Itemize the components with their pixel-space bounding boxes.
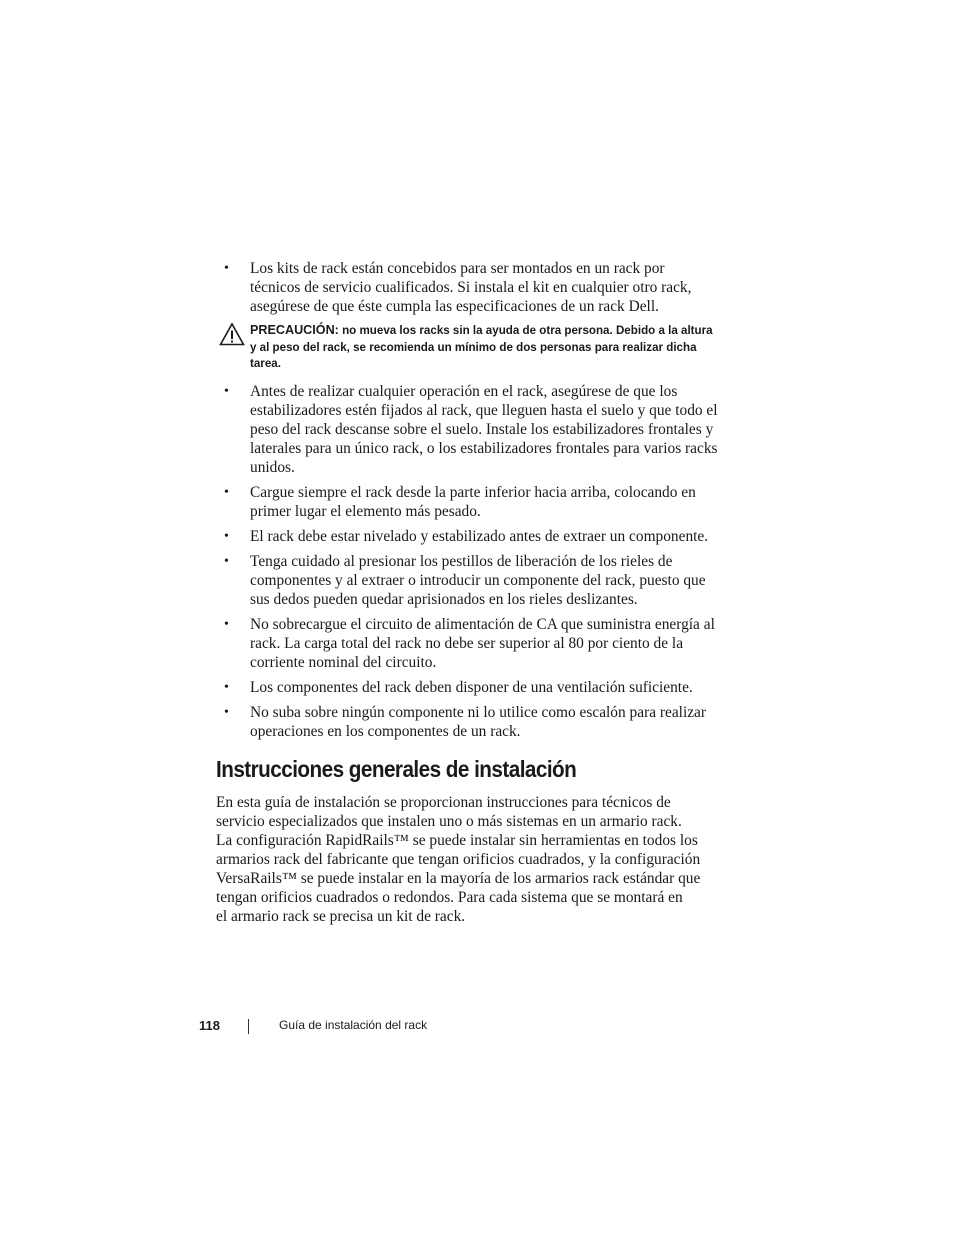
list-item: • Antes de realizar cualquier operación en el rack, asegúrese de que los estabilizadores estén fijados al rack, que lleguen hasta el suelo y que todo el peso del rack descanse sobre el suelo. Instale los estabilizadores frontales y laterales para un único rack, o los estabilizadores frontales para varios racks unidos. [218, 382, 718, 477]
list-item: • Cargue siempre el rack desde la parte inferior hacia arriba, colocando en primer lugar el elemento más pesado. [218, 483, 718, 521]
list-item: • El rack debe estar nivelado y estabilizado antes de extraer un componente. [218, 527, 718, 546]
paragraph-line: armarios rack del fabricante que tengan orificios cuadrados, y la configuración [216, 851, 701, 868]
list-item: • No suba sobre ningún componente ni lo utilice como escalón para realizar operaciones en los componentes de un rack. [218, 703, 718, 741]
safety-bullet-list [218, 382, 718, 747]
paragraph-line: La configuración RapidRails™ se puede instalar sin herramientas en todos los [216, 832, 698, 849]
list-item: • Los kits de rack están concebidos para ser montados en un rack por técnicos de servicio cualificados. Si instala el kit en cualquier otro rack, asegúrese de que éste cumpla las especificaciones de un rack Dell. [218, 259, 718, 316]
list-item: • No sobrecargue el circuito de alimentación de CA que suministra energía al rack. La carga total del rack no debe ser superior al 80 por ciento de la corriente nominal del circuito. [218, 615, 718, 672]
footer-divider [248, 1019, 249, 1034]
page-number: 118 [199, 1018, 220, 1033]
caution-notice [218, 322, 718, 373]
caution-text [250, 322, 718, 373]
list-item: • Los componentes del rack deben disponer de una ventilación suficiente. [218, 678, 718, 697]
paragraph-line: En esta guía de instalación se proporcionan instrucciones para técnicos de [216, 794, 671, 811]
paragraph-line: servicio especializados que instalen uno o más sistemas en un armario rack. [216, 813, 682, 830]
paragraph-line: VersaRails™ se puede instalar en la mayoría de los armarios rack estándar que [216, 870, 701, 887]
footer-doc-title: Guía de instalación del rack [279, 1018, 428, 1032]
safety-bullet-list-top [218, 259, 718, 316]
list-item: • Tenga cuidado al presionar los pestillos de liberación de los rieles de componentes y al extraer o introducir un componente del rack, puesto que sus dedos pueden quedar aprisionados en los rieles deslizantes. [218, 552, 718, 609]
section-paragraph [216, 793, 716, 926]
section-heading: Instrucciones generales de instalación [216, 756, 577, 782]
caution-label: PRECAUCIÓN: [250, 323, 339, 337]
paragraph-line: tengan orificios cuadrados o redondos. Para cada sistema que se montará en [216, 889, 683, 906]
warning-triangle-icon [219, 322, 245, 346]
paragraph-line: el armario rack se precisa un kit de rack. [216, 908, 466, 925]
caution-body: no mueva los racks sin la ayuda de otra persona. Debido a la altura y al peso del rack, se recomienda un mínimo de dos personas para realizar dicha tarea. [250, 324, 713, 370]
